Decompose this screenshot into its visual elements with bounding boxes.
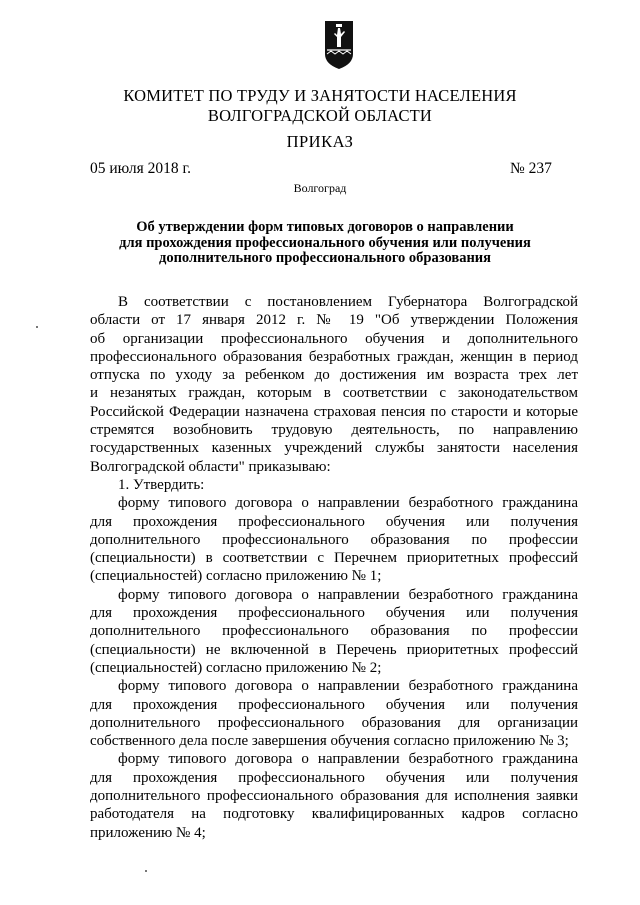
organization-name-line2: ВОЛГОГРАДСКОЙ ОБЛАСТИ (207, 106, 433, 125)
order-number: № 237 (510, 160, 552, 177)
body-line: и незанятых граждан, которым в соответствии с законодательством (90, 385, 578, 402)
body-line: для прохождения профессионального обучения или получения (90, 769, 578, 786)
subject-line: Об утверждении форм типовых договоров о направлении (136, 219, 514, 235)
document-type: ПРИКАЗ (286, 132, 354, 151)
body-line: стремятся возобновить трудовую деятельность, по направлению (90, 422, 578, 439)
body-line: (специальности) в соответствии с Перечнем приоритетных профессий (90, 550, 578, 567)
body-line: (специальностей) согласно приложению № 1; (90, 568, 382, 585)
order-body (90, 293, 578, 842)
body-line: дополнительного профессионального образования по профессии (90, 623, 578, 640)
body-line: государственных казенных учреждений службы занятости населения (90, 440, 578, 457)
body-line: профессионального образования безработных граждан, женщин в период (90, 348, 578, 365)
body-line: форму типового договора о направлении безработного гражданина (118, 751, 578, 768)
body-line: дополнительного профессионального образования для исполнения заявки (90, 788, 578, 805)
body-line: собственного дела после завершения обучения согласно приложению № 3; (90, 733, 569, 750)
coat-of-arms-icon (324, 20, 354, 70)
body-line: дополнительного профессионального образования для организации (90, 714, 578, 731)
body-line: (специальностей) согласно приложению № 2; (90, 659, 382, 676)
body-line: работодателя на подготовку квалифицированных кадров согласно (90, 806, 578, 823)
body-line: дополнительного профессионального образования по профессии (90, 531, 578, 548)
city: Волгоград (293, 181, 347, 195)
body-line: об организации профессионального обучения и дополнительного (90, 330, 578, 347)
body-line: для прохождения профессионального обучения или получения (90, 605, 578, 622)
body-line: Волгоградской области" приказываю: (90, 458, 331, 475)
body-line: приложению № 4; (90, 824, 206, 841)
scan-speck (36, 326, 38, 328)
body-line: отпуска по уходу за ребенком до достижения им возраста трех лет (90, 367, 578, 384)
subject-line: для прохождения профессионального обучения или получения (119, 234, 531, 251)
body-line: для прохождения профессионального обучения или получения (90, 696, 578, 713)
scan-speck (145, 870, 147, 872)
body-line: форму типового договора о направлении безработного гражданина (118, 586, 578, 603)
body-line: области от 17 января 2012 г. № 19 "Об утверждении Положения (90, 312, 578, 329)
body-line: форму типового договора о направлении безработного гражданина (118, 678, 578, 695)
body-line: В соответствии с постановлением Губернатора Волгоградской (118, 294, 578, 310)
organization-name-line1: КОМИТЕТ ПО ТРУДУ И ЗАНЯТОСТИ НАСЕЛЕНИЯ (123, 86, 517, 105)
body-line: (специальности) не включенной в Перечень приоритетных профессий (90, 641, 578, 658)
body-line: форму типового договора о направлении безработного гражданина (118, 495, 578, 512)
order-date: 05 июля 2018 г. (90, 160, 191, 177)
body-line: Российской Федерации назначена страховая пенсия по старости и которые (90, 403, 578, 420)
body-line: 1. Утвердить: (118, 476, 205, 493)
body-line: для прохождения профессионального обучения или получения (90, 513, 578, 530)
order-subject (100, 220, 550, 267)
subject-line: дополнительного профессионального образования (158, 250, 491, 266)
